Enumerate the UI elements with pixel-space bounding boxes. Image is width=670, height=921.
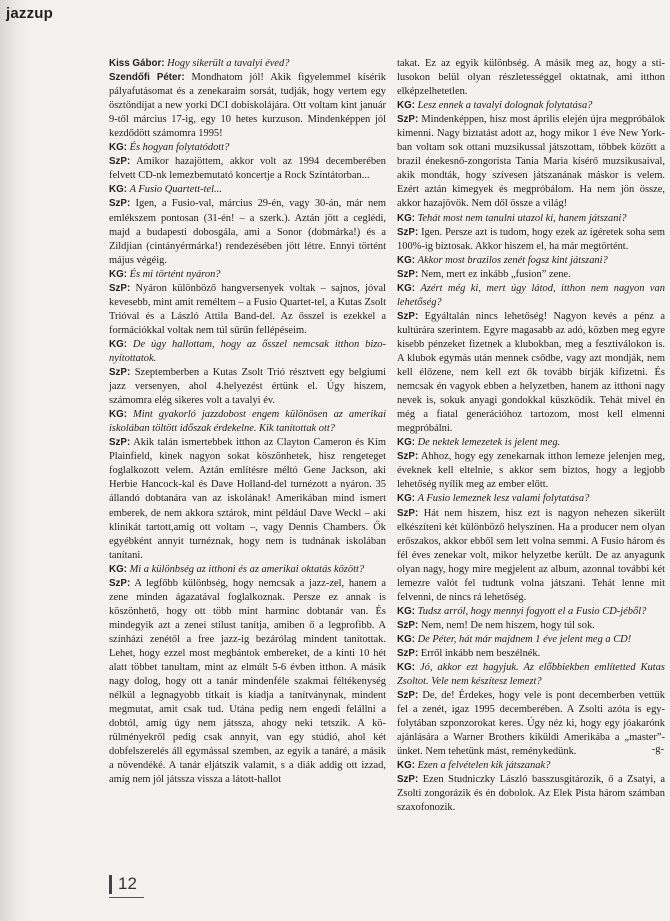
speaker-label: Kiss Gábor:	[109, 58, 165, 69]
answer-text: Igen. Persze azt is tudom, hogy ezek az ígéretek soha sem 100%-ig biztosak. Akkor hiszem el, ha már megtörtént.	[397, 226, 665, 252]
question-text: Hogy sikerült a tavalyi éved?	[167, 58, 290, 69]
left-paragraph	[109, 338, 386, 366]
left-paragraph	[109, 366, 386, 408]
left-paragraph	[109, 563, 386, 577]
speaker-label: KG:	[397, 760, 415, 772]
answer-text: De, de! Érdekes, hogy vele is pont decemberben vettük fel a zenét, igaz 1995 decemberében. A Zsolti azóta is egyfolytában szponzorokat keres. Úgy néz ki, hogy egy jóakarónk ajánlására a Warner Brothers kiküldi Amerikába a „master”-ünket. Nem tehetünk mást, reménykedünk.	[397, 690, 665, 758]
speaker-label: KG:	[109, 338, 127, 350]
left-paragraph	[109, 282, 386, 338]
question-text: Mi a különbség az itthoni és az amerikai oktatás között?	[129, 563, 365, 575]
answer-text: Ezen Studniczky László basszusgitározik, ő a Zsatyi, a Zsolti zongorázik és én dobolok. Az Elek Pista három számban szaxofonozik.	[397, 774, 665, 814]
speaker-label: SzP:	[397, 647, 419, 659]
question-text: De nektek lemezetek is jelent meg.	[417, 437, 561, 449]
right-paragraph	[397, 759, 665, 773]
speaker-label: Szendőfi Péter:	[109, 72, 185, 84]
speaker-label: KG:	[109, 184, 127, 196]
right-paragraph	[397, 254, 665, 268]
speaker-label: KG:	[109, 142, 127, 154]
answer-text: Egyáltalán nincs lehetőség! Nagyon kevés a pénz a kultúrára szerintem. Egyre magasabb az adó, közben meg egyre kisebb pénzeket fizetnek a klubokban, meg a fesztiválokon is. A klubok egymás után mennek csődbe, vagy azt mondják, nem kell élőzene, nem kell ezt ők tovább bírják kifizetni. És nemcsak én vagyok ebben a helyzetben, hanem az itthoni nagy nevek is, sokuk anyagi gondokkal küszködik. Tehát mivel én még a fiatal generációhoz tartozom, most kell elmenni megpróbálni.	[397, 310, 665, 435]
left-paragraph	[109, 436, 386, 562]
question-text: Jó, akkor ezt hagyjuk. Az előbbiekben említetted Kutas Zsoltot. Vele nem készítesz lemezt?	[397, 662, 665, 688]
speaker-label: SzP:	[397, 114, 419, 126]
question-text: És hogyan folytatódott?	[129, 142, 230, 154]
answer-text: Igen, a Fusio-val, március 29-én, vagy 30-án, már nem emlékszem pontosan (31-én! – a szerk.). Aztán jött a ceglédi, majd a budapesti dobosgála, ami a Sonor (dobmárka!) és a Zildjian (cintányérmárka!) rendezésében jött létre. Ennyi történt május végéig.	[109, 198, 386, 266]
answer-text: Mondhatom jól! Akik figyelemmel kísérik pályafutásomat és a zenekaraim sorsát, tudják, hogy vertem egy ösztöndíjat a new yorki DCI dobiskolájára. Ott voltam kint január 9-től március 17-ig, egy 10 hetes kurzuson. Mindenképpen jól kezdődött számomra 1995!	[109, 72, 386, 140]
folio-underline	[109, 897, 144, 898]
right-paragraph	[397, 647, 665, 661]
speaker-label: KG:	[109, 268, 127, 280]
answer-text: Mindenképpen, hisz most április elején újra megpróbálok kimenni. Nagy biztatást adott az, hogy mikor 1 éve New York-ban voltam sok ottani muzsikussal játszottam, többek között a brazil énekesnő-zongorista Tania Maria kísérő muzsikusaival, akik mondták, hogy szívesen játszanának máskor is velem. Ezért aztán kimegyek és megpróbálom. Ha nem jön össze, akkor hazajövök. Nem dől össze a világ!	[397, 114, 665, 210]
page-spine-shadow	[0, 0, 30, 921]
answer-text: takat. Ez az egyik különbség. A másik meg az, hogy a stilusokon belül olyan részletességgel oktatnak, ami itthon elképzelhetetlen.	[397, 58, 665, 98]
question-text: A Fusio Quartett-tel...	[129, 184, 222, 196]
speaker-label: SzP:	[397, 451, 419, 463]
question-text: Tehát most nem tanulni utazol ki, hanem játszani?	[417, 212, 627, 224]
speaker-label: KG:	[397, 437, 415, 449]
right-paragraph	[397, 436, 665, 450]
speaker-label: SzP:	[397, 774, 419, 786]
speaker-label: KG:	[397, 605, 415, 617]
answer-text: Erről inkább nem beszélnék.	[420, 647, 541, 659]
page-folio	[109, 874, 137, 894]
author-signature: -g-	[651, 744, 664, 755]
speaker-label: SzP:	[397, 690, 419, 702]
magazine-masthead: jazzup	[6, 5, 54, 22]
speaker-label: KG:	[109, 409, 127, 421]
answer-text: Szeptemberben a Kutas Zsolt Trió résztvett egy belgiumi jazz versenyen, ahol 4.helyezést értünk el. Úgy hiszem, számomra elég sikeres volt a tavalyi év.	[109, 367, 386, 407]
answer-text: A legfőbb különbség, hogy nemcsak a jazz-zel, hanem a zene minden ágazatával foglalkoznak. Persze ez annak is köszönhető, hogy ott több mint harminc dobtanár van. És mindegyik azt a zenei stílust tanítja, amiben ő a legprofibb. A színházi zenétől a free jazz-ig bezárólag mindent tanítottak. Lehet, hogy ezzel most megbántok embereket, de a kinti 10 hét alatt többet tanultam, mint az elmúlt 5-6 évben itthon. A másik nagy dolog, hogy ott a tanár mindenféle szakmai féltékenység nélkül a legnagyobb titkait is kiadja a tanítványnak, mindent megmutat, amit csak tud. Utána pedig nem engedi felállni a dobtól, amíg úgy nem játssza, ahogy neki tetszik. A körülményekről pedig csak annyit, van egy stúdió, ahol két dobfelszerelés áll egymással szemben, az egyik a tanáré, a másik a növendéké. A tanár eljátszik valamit, s a diák addig ott izzad, amíg nem jól játssza vissza a látott-hallot	[109, 577, 386, 786]
page-number: 12	[118, 874, 137, 893]
right-paragraph	[397, 57, 665, 99]
right-paragraph	[397, 619, 665, 633]
speaker-label: KG:	[397, 254, 415, 266]
speaker-label: KG:	[397, 662, 415, 674]
speaker-label: SzP:	[397, 226, 419, 238]
left-paragraph	[109, 71, 386, 141]
right-paragraph	[397, 212, 665, 226]
right-paragraph	[397, 450, 665, 492]
left-paragraph	[109, 57, 386, 71]
right-paragraph	[397, 605, 665, 619]
right-paragraph	[397, 113, 665, 211]
question-text: Akkor most brazilos zenét fogsz kint játszani?	[417, 254, 608, 266]
right-paragraph	[397, 507, 665, 605]
speaker-label: SzP:	[109, 367, 131, 379]
right-paragraph	[397, 492, 665, 506]
left-paragraph	[109, 408, 386, 436]
question-text: És mi történt nyáron?	[129, 268, 221, 280]
answer-text: Hát nem hiszem, hisz ezt is nagyon nehezen sikerült elkészíteni két különböző helyszínen. Ha a producer nem olyan erőszakos, akkor ebből sem lett volna semmi. A Fusio három és fél éves zenekar volt, mikor helyzetbe került. De az anyagunk olyan nagy, hogy mire megjelent az album, azonnal további két lemezre valót fel tudtunk volna játszani. Tehát lenne mit felvenni, de nincs rá lehetőség.	[397, 507, 665, 603]
right-paragraph	[397, 310, 665, 436]
speaker-label: SzP:	[109, 282, 131, 294]
left-paragraph	[109, 183, 386, 197]
right-paragraph	[397, 282, 665, 310]
speaker-label: SzP:	[397, 507, 419, 519]
speaker-label: SzP:	[109, 437, 131, 449]
answer-text: Ahhoz, hogy egy zenekarnak itthon lemeze jelenjen meg, éveknek kell eltelnie, s akkor sem biztos, hogy a legjobb lehetőség nyílik meg az ember előtt.	[397, 451, 665, 491]
speaker-label: SzP:	[109, 156, 131, 168]
left-paragraph	[109, 268, 386, 282]
answer-text: Nem, nem! De nem hiszem, hogy túl sok.	[420, 619, 595, 631]
right-paragraph	[397, 633, 665, 647]
speaker-label: KG:	[397, 282, 415, 294]
question-text: Ezen a felvételen kik játszanak?	[417, 760, 551, 772]
folio-bar	[109, 875, 112, 894]
question-text: Azért még ki, mert úgy látod, itthon nem nagyon van lehetőség?	[397, 282, 665, 308]
speaker-label: KG:	[397, 100, 415, 112]
answer-text: Nem, mert ez inkább „fusion” zene.	[420, 268, 571, 280]
right-paragraph	[397, 268, 665, 282]
right-paragraph	[397, 689, 665, 759]
speaker-label: SzP:	[397, 310, 419, 322]
right-column	[397, 57, 665, 816]
left-paragraph	[109, 155, 386, 183]
question-text: A Fusio lemeznek lesz valami folytatása?	[417, 493, 590, 505]
left-paragraph	[109, 141, 386, 155]
left-paragraph	[109, 197, 386, 267]
speaker-label: KG:	[397, 633, 415, 645]
speaker-label: KG:	[397, 493, 415, 505]
right-paragraph	[397, 661, 665, 689]
left-paragraph	[109, 577, 386, 788]
speaker-label: KG:	[397, 212, 415, 224]
answer-text: Amikor hazajöttem, akkor volt az 1994 decemberében felvett CD-nk lemezbemutató koncertje a Rock Színtátorban...	[109, 156, 386, 182]
speaker-label: SzP:	[397, 268, 419, 280]
question-text: De Péter, hát már majdnem 1 éve jelent meg a CD!	[417, 633, 632, 645]
speaker-label: SzP:	[109, 577, 131, 589]
left-column	[109, 57, 386, 787]
answer-text: Nyáron különböző hangversenyek voltak – sajnos, jóval kevesebb, mint amit reméltem – a Fusio Quartet-tel, a Kutas Zsolt Trióval és a László Attila Band-del. Az ősszel is ezekkel a formációkkal voltak nem túl sűrűn fellépéseim.	[109, 282, 386, 336]
speaker-label: SzP:	[109, 198, 131, 210]
question-text: Tudsz arról, hogy mennyi fogyott el a Fusio CD-jéből?	[417, 605, 647, 617]
speaker-label: SzP:	[397, 619, 419, 631]
question-text: Mint gyakorló jazzdobost engem különösen az amerikai iskolában töltött időszak érdekelne. Kik tanítottak ott?	[109, 409, 386, 435]
question-text: De úgy hallottam, hogy az ősszel nemcsak itthon bizonyítottatok.	[109, 338, 387, 364]
right-paragraph	[397, 99, 665, 113]
question-text: Lesz ennek a tavalyi dolognak folytatása?	[417, 100, 593, 112]
answer-text: Akik talán ismertebbek itthon az Clayton Cameron és Kim Plainfield, kinek nagyon sokat köszönhetek, hisz rengeteget foglalkozott velem. Aztán említésre méltó Gene Jackson, aki Herbie Hancock-kal és Dave Holland-del turnézott a nyáron. 35 állandó dobtanára van az iskolának! Amerikában mind ismert emberek, de nem akkora sztárok, mint például Dave Weckl – aki klinikát tartott,amig ott voltam –, vagy Dennis Chambers. Ők egyébként annyit turnéznak, hogy nem is tudnának iskolában tanítani.	[109, 437, 386, 561]
speaker-label: KG:	[109, 563, 127, 575]
right-paragraph	[397, 773, 665, 815]
right-paragraph	[397, 226, 665, 254]
